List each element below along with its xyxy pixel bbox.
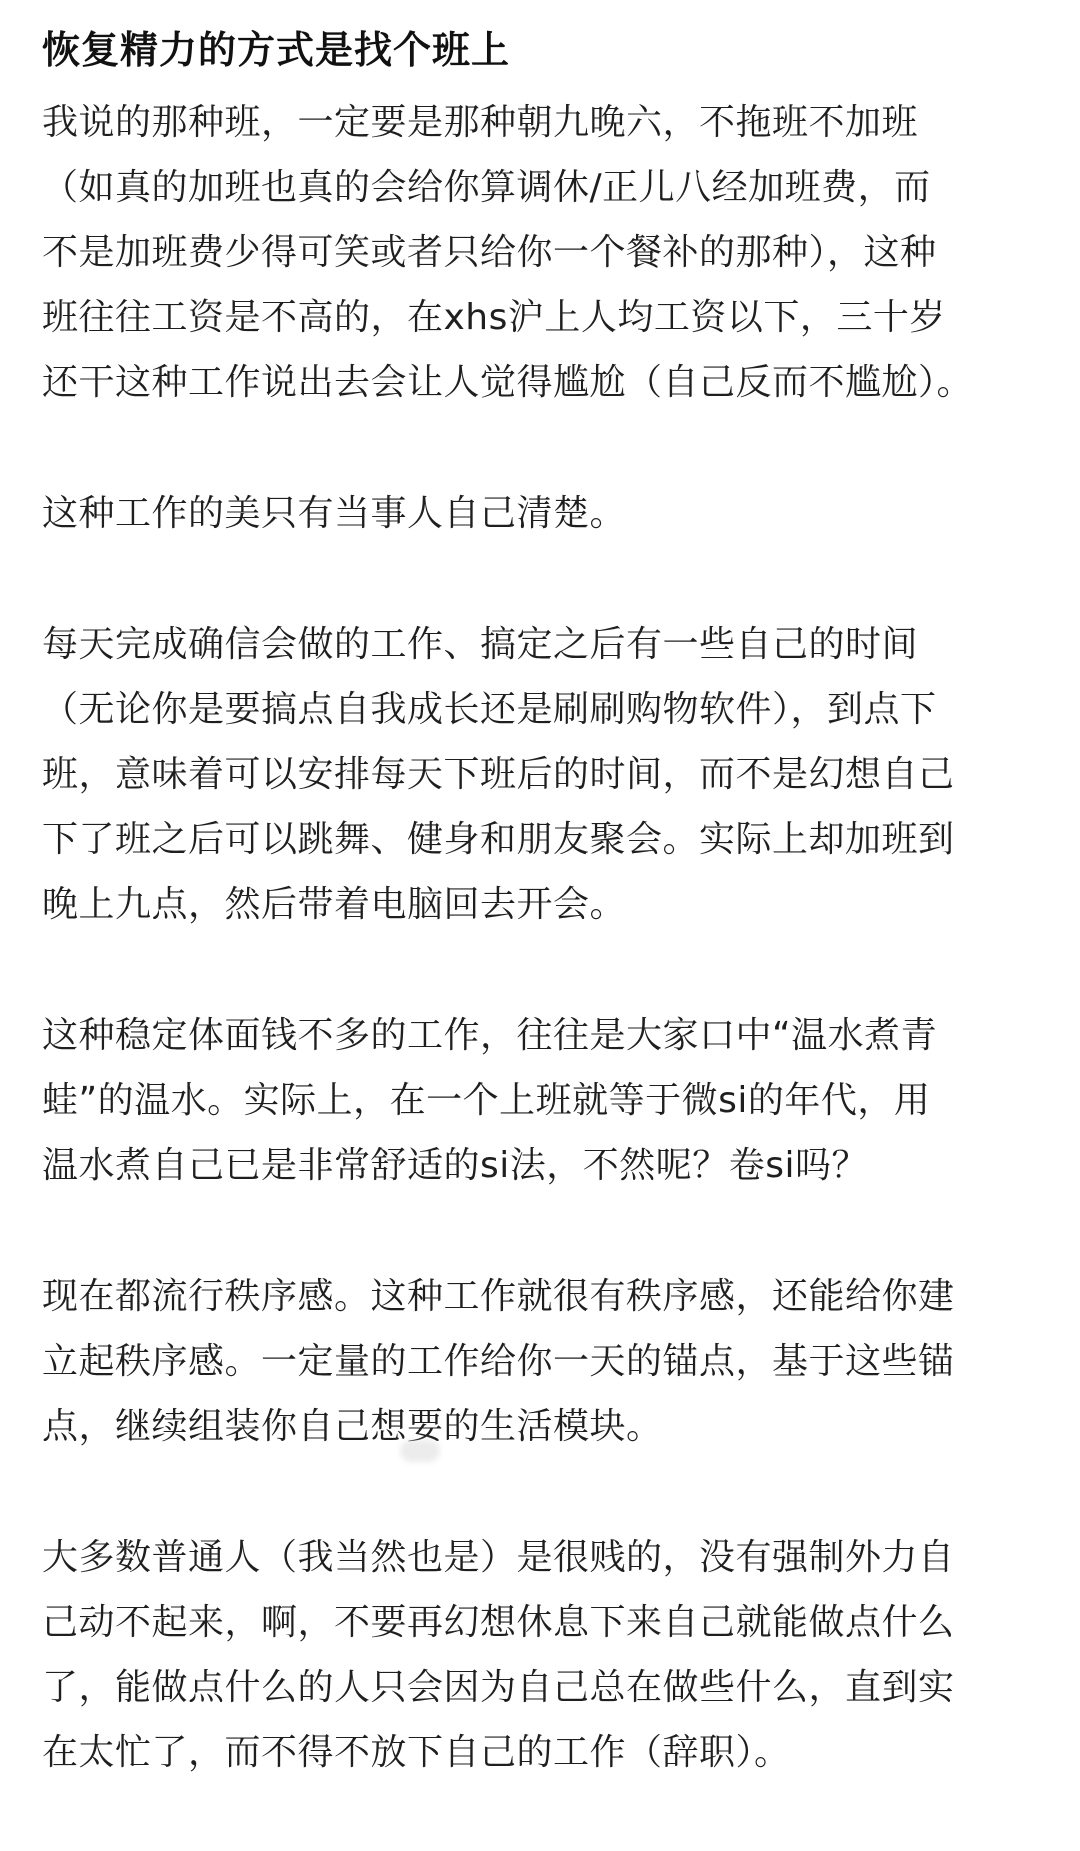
text-line: 不是加班费少得可笑或者只给你一个餐补的那种），这种: [42, 232, 937, 273]
text-line: 班，意味着可以安排每天下班后的时间，而不是幻想自己: [42, 754, 955, 795]
text-line: 点，继续组装你自己想要的生活模块。: [42, 1406, 663, 1447]
paragraph: [42, 1003, 1042, 1198]
text-line: （如真的加班也真的会给你算调休/正儿八经加班费，而: [42, 167, 931, 208]
paragraph: [42, 612, 1042, 937]
text-line: 在太忙了，而不得不放下自己的工作（辞职）。: [42, 1732, 791, 1773]
text-line: 下了班之后可以跳舞、健身和朋友聚会。实际上却加班到: [42, 819, 955, 860]
text-line: 己动不起来，啊，不要再幻想休息下来自己就能做点什么: [42, 1602, 955, 1643]
text-line: 现在都流行秩序感。这种工作就很有秩序感，还能给你建: [42, 1276, 955, 1317]
text-line: 这种工作的美只有当事人自己清楚。: [42, 493, 627, 534]
paragraph: [42, 1264, 1042, 1459]
text-line: 蛙”的温水。实际上，在一个上班就等于微si的年代，用: [42, 1080, 931, 1121]
text-line: 还干这种工作说出去会让人觉得尴尬（自己反而不尴尬）。: [42, 362, 974, 403]
text-line: 温水煮自己已是非常舒适的si法，不然呢？卷si吗？: [42, 1145, 869, 1186]
text-line: 这种稳定体面钱不多的工作，往往是大家口中“温水煮青: [42, 1015, 938, 1056]
text-line: 大多数普通人（我当然也是）是很贱的，没有强制外力自: [42, 1537, 955, 1578]
paragraph: [42, 90, 1042, 415]
article: [42, 22, 1042, 1851]
paragraph: [42, 481, 1042, 546]
text-line: 班往往工资是不高的，在xhs沪上人均工资以下，三十岁: [42, 297, 946, 338]
paragraph: [42, 1525, 1042, 1785]
text-line: 晚上九点，然后带着电脑回去开会。: [42, 884, 627, 925]
text-line: 了，能做点什么的人只会因为自己总在做些什么，直到实: [42, 1667, 955, 1708]
text-line: 立起秩序感。一定量的工作给你一天的锚点，基于这些锚: [42, 1341, 955, 1382]
text-line: （无论你是要搞点自我成长还是刷刷购物软件），到点下: [42, 689, 937, 730]
faint-watermark: [400, 1440, 440, 1462]
text-line: 我说的那种班，一定要是那种朝九晚六，不拖班不加班: [42, 102, 919, 143]
text-line: 每天完成确信会做的工作、搞定之后有一些自己的时间: [42, 624, 919, 665]
article-title: 恢复精力的方式是找个班上: [42, 28, 511, 72]
